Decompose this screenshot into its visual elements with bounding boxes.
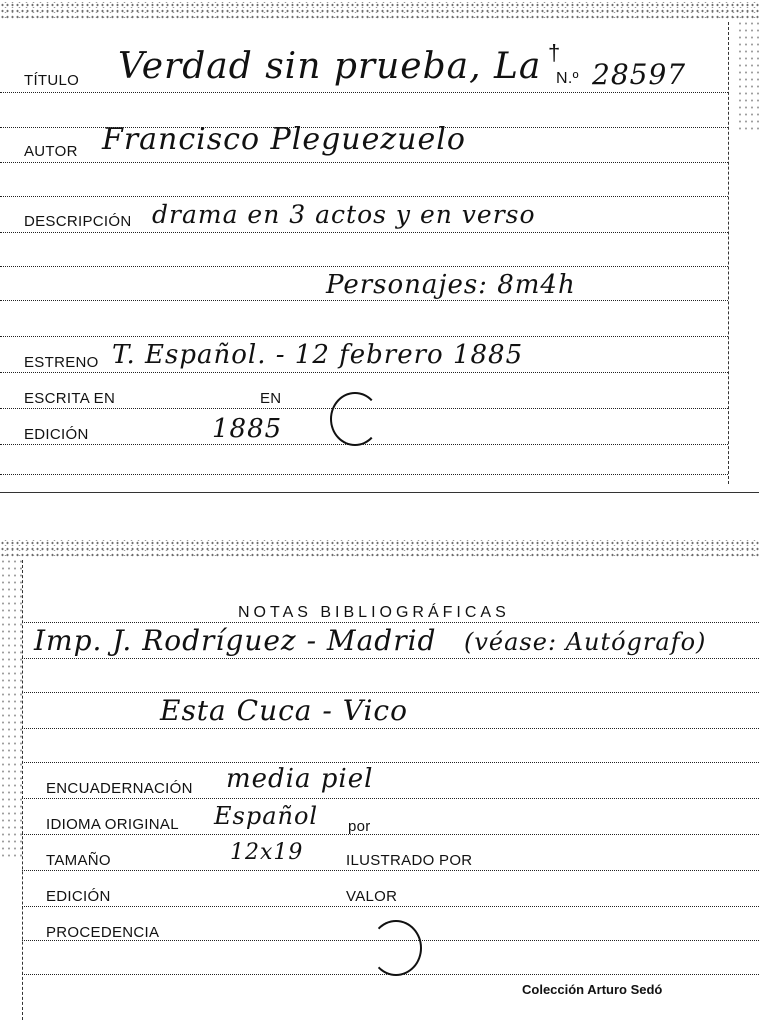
collection-credit: Colección Arturo Sedó bbox=[522, 982, 663, 997]
scan-edge-top bbox=[0, 540, 759, 558]
ruled-line bbox=[0, 92, 728, 93]
handwritten-edition-year: 1885 bbox=[212, 414, 283, 444]
ruled-line bbox=[0, 266, 728, 267]
field-label-valor: VALOR bbox=[346, 888, 398, 905]
field-label-descripcion: DESCRIPCIÓN bbox=[24, 213, 132, 230]
handwritten-binding: media piel bbox=[226, 764, 374, 794]
field-label-numero: N.º bbox=[556, 70, 579, 87]
ruled-line bbox=[22, 762, 759, 763]
field-label-estreno: ESTRENO bbox=[24, 354, 99, 371]
ruled-line bbox=[0, 196, 728, 197]
ruled-line bbox=[22, 834, 759, 835]
handwritten-premiere: T. Español. - 12 febrero 1885 bbox=[112, 340, 524, 370]
ruled-line bbox=[0, 372, 728, 373]
card-left-border bbox=[22, 560, 23, 1020]
ruled-line bbox=[0, 232, 728, 233]
field-label-escrita-en: ESCRITA EN bbox=[24, 390, 116, 407]
ruled-line bbox=[22, 870, 759, 871]
catalog-card-top bbox=[0, 0, 759, 495]
field-label-encuadernacion: ENCUADERNACIÓN bbox=[46, 780, 193, 797]
field-label-ilustrado: ILUSTRADO POR bbox=[346, 852, 473, 869]
ruled-line bbox=[22, 692, 759, 693]
catalog-card-bottom bbox=[0, 540, 759, 1028]
field-label-tamano: TAMAÑO bbox=[46, 852, 111, 869]
scan-speckle-right bbox=[737, 20, 759, 130]
ruled-line bbox=[0, 336, 728, 337]
section-heading-notas: NOTAS BIBLIOGRÁFICAS bbox=[238, 604, 510, 621]
handwritten-size: 12x19 bbox=[230, 840, 304, 865]
scan-edge-top bbox=[0, 2, 759, 20]
ruled-line bbox=[22, 658, 759, 659]
handwritten-author: Francisco Pleguezuelo bbox=[102, 122, 466, 157]
handwritten-see-also: (véase: Autógrafo) bbox=[464, 628, 707, 656]
ruled-line bbox=[22, 728, 759, 729]
field-label-edicion: EDICIÓN bbox=[46, 888, 111, 905]
field-label-edicion: EDICIÓN bbox=[24, 426, 89, 443]
ruled-line bbox=[0, 162, 728, 163]
punch-hole-mark bbox=[370, 920, 422, 976]
card-right-border bbox=[728, 22, 729, 484]
ruled-line bbox=[22, 798, 759, 799]
punch-hole-mark bbox=[330, 392, 380, 446]
field-label-procedencia: PROCEDENCIA bbox=[46, 924, 160, 941]
field-label-titulo: TÍTULO bbox=[24, 72, 80, 89]
ruled-line bbox=[22, 622, 759, 623]
field-label-por: por bbox=[348, 818, 371, 835]
scan-speckle-left bbox=[0, 558, 22, 858]
handwritten-note-line2: Esta Cuca - Vico bbox=[160, 694, 408, 727]
cross-mark: † bbox=[548, 40, 561, 65]
handwritten-printer: Imp. J. Rodríguez - Madrid bbox=[34, 624, 437, 657]
ruled-line bbox=[22, 906, 759, 907]
handwritten-characters: Personajes: 8m4h bbox=[326, 270, 576, 300]
ruled-line bbox=[0, 300, 728, 301]
field-label-en: EN bbox=[260, 390, 282, 407]
card-cut-line bbox=[0, 492, 759, 493]
field-label-idioma: IDIOMA ORIGINAL bbox=[46, 816, 179, 833]
handwritten-description: drama en 3 actos y en verso bbox=[152, 200, 536, 229]
field-label-autor: AUTOR bbox=[24, 143, 78, 160]
handwritten-title: Verdad sin prueba, La bbox=[118, 46, 542, 87]
handwritten-language: Español bbox=[214, 802, 319, 830]
ruled-line bbox=[0, 474, 728, 475]
handwritten-number: 28597 bbox=[592, 58, 687, 91]
